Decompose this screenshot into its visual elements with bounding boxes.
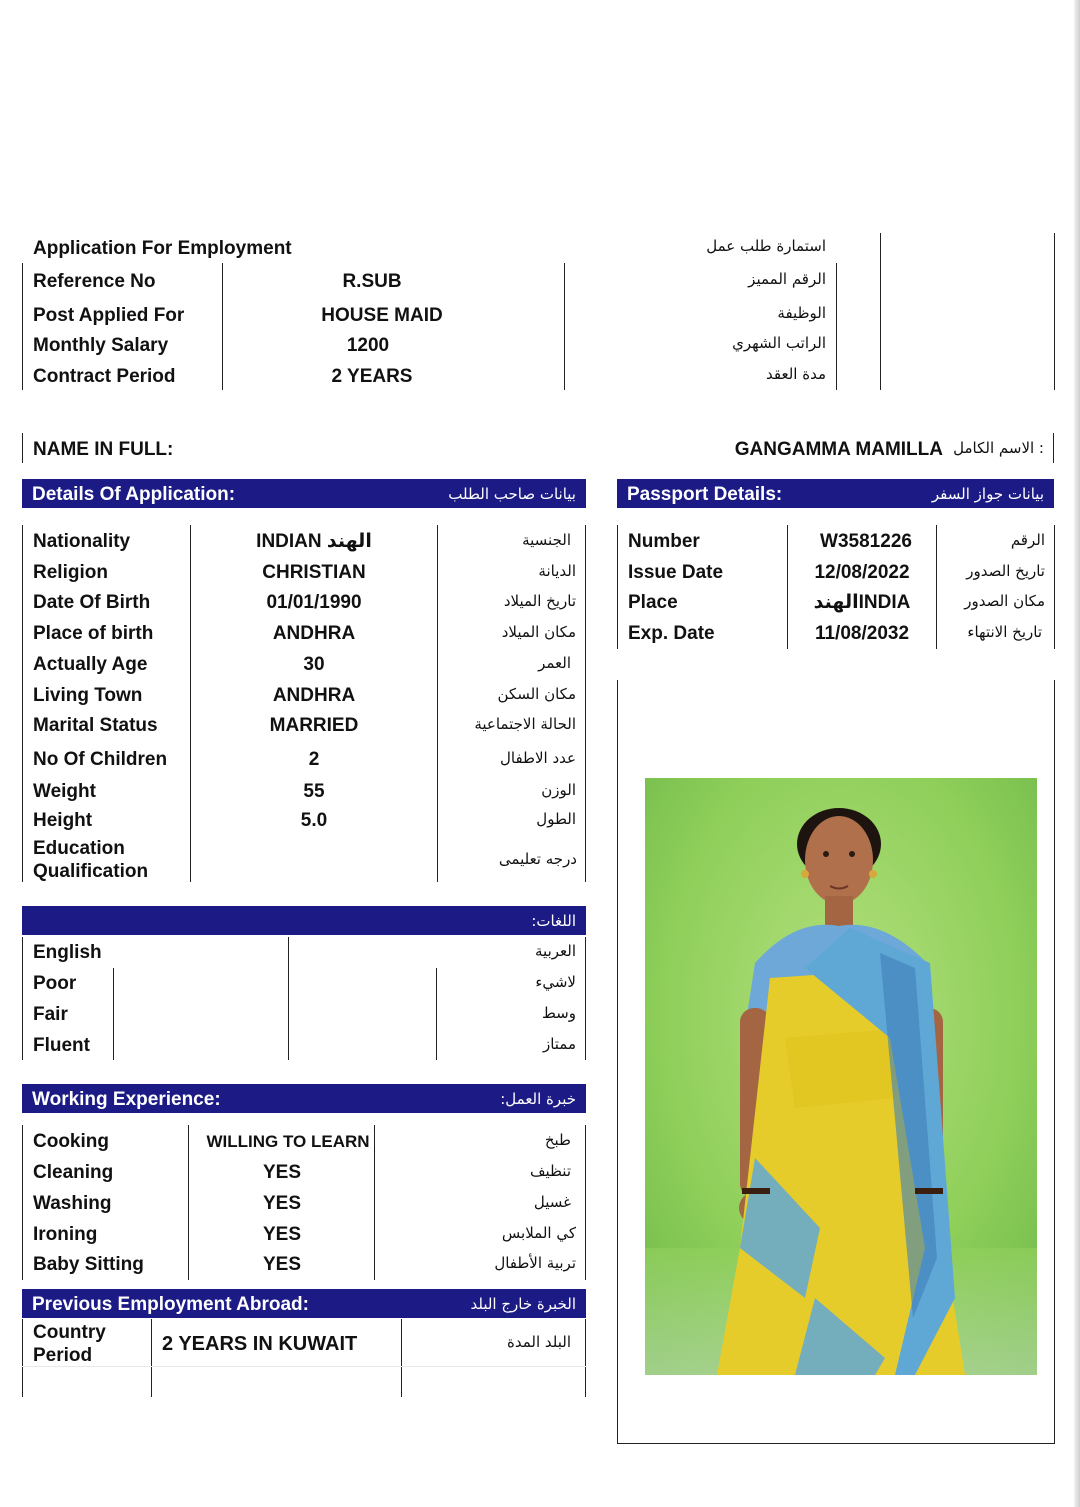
- passport-label: Exp. Date: [628, 623, 715, 644]
- form-title-arabic: استمارة طلب عمل: [706, 237, 826, 255]
- detail-label: Living Town: [33, 685, 143, 706]
- details-line-2: [437, 525, 438, 882]
- languages-line-right: [585, 937, 586, 1060]
- contract-label: Contract Period: [33, 366, 176, 387]
- contract-label-arabic: مدة العقد: [766, 365, 826, 383]
- experience-label: Cooking: [33, 1131, 109, 1152]
- experience-label-arabic: كي الملابس: [501, 1224, 576, 1242]
- passport-label-arabic: الرقم: [1010, 531, 1045, 549]
- language-label: Poor: [33, 973, 77, 994]
- detail-value: 55: [303, 781, 325, 802]
- contract-value: 2 YEARS: [331, 366, 413, 387]
- details-title: Details Of Application:: [32, 484, 236, 505]
- passport-line-2: [936, 525, 937, 649]
- detail-label: Nationality: [33, 531, 131, 552]
- abroad-label-period: Period: [33, 1345, 93, 1366]
- reference-label-arabic: الرقم المميز: [748, 270, 826, 288]
- passport-line-left: [617, 525, 618, 649]
- detail-value: CHRISTIAN: [262, 562, 366, 583]
- full-name-label: NAME IN FULL:: [33, 439, 174, 460]
- languages-header-bar: [22, 906, 586, 935]
- experience-line-2: [374, 1125, 375, 1280]
- detail-value: MARRIED: [269, 715, 359, 736]
- header-line-left: [22, 263, 23, 390]
- details-line-1: [190, 525, 191, 882]
- passport-label: Issue Date: [628, 562, 724, 583]
- education-label-line2: Qualification: [33, 861, 149, 882]
- languages-title-arabic: اللغات:: [531, 912, 576, 930]
- experience-line-left: [22, 1125, 23, 1280]
- detail-label-arabic: العمر: [538, 654, 571, 672]
- page-edge: [1074, 0, 1080, 1507]
- passport-label-arabic: مكان الصدور: [964, 592, 1045, 610]
- experience-value: YES: [262, 1162, 302, 1183]
- detail-label: Marital Status: [33, 715, 158, 736]
- header-line-right: [1054, 233, 1055, 390]
- detail-value: ANDHRA: [272, 623, 356, 644]
- experience-label-arabic: تنظيف: [529, 1162, 571, 1180]
- full-name-label-arabic: : الاسم الكامل: [953, 439, 1044, 457]
- abroad-line-right: [585, 1319, 586, 1397]
- abroad-value: 2 YEARS IN KUWAIT: [162, 1333, 358, 1355]
- abroad-title: Previous Employment Abroad:: [32, 1294, 309, 1315]
- name-line-left: [22, 433, 23, 463]
- abroad-line-left: [22, 1319, 23, 1397]
- passport-value: W3581226: [820, 531, 912, 552]
- photo-frame-right: [1054, 680, 1055, 1444]
- passport-line-right: [1054, 525, 1055, 649]
- language-label: English: [33, 942, 102, 963]
- experience-line-right: [585, 1125, 586, 1280]
- language-label-arabic: ممتاز: [542, 1035, 576, 1053]
- salary-label: Monthly Salary: [33, 335, 169, 356]
- details-header-bar: [22, 479, 586, 508]
- passport-label: Place: [628, 592, 678, 613]
- passport-label-arabic: تاريخ الانتهاء: [967, 623, 1042, 641]
- detail-label: Place of birth: [33, 623, 154, 644]
- detail-value: INDIAN الهند: [256, 531, 372, 552]
- post-label-arabic: الوظيفة: [777, 304, 826, 322]
- language-label: Fair: [33, 1004, 68, 1025]
- detail-label-arabic: الوزن: [541, 781, 576, 799]
- language-label-arabic: وسط: [541, 1004, 576, 1022]
- abroad-label-country: Country: [33, 1322, 106, 1343]
- name-line-right: [1053, 433, 1054, 463]
- experience-line-1: [188, 1125, 189, 1280]
- header-line-1: [222, 263, 223, 390]
- details-line-right: [585, 525, 586, 882]
- experience-title: Working Experience:: [32, 1089, 221, 1110]
- experience-label: Cleaning: [33, 1162, 114, 1183]
- details-title-arabic: بيانات صاحب الطلب: [448, 485, 576, 503]
- detail-value: ANDHRA: [272, 685, 356, 706]
- detail-label-arabic: الجنسية: [522, 531, 571, 549]
- languages-line-3: [436, 968, 437, 1060]
- passport-value: 12/08/2022: [814, 562, 910, 583]
- detail-label-arabic: عدد الاطفال: [500, 749, 576, 767]
- language-label-arabic: العربية: [535, 942, 576, 960]
- experience-header-bar: [22, 1084, 586, 1113]
- detail-label: Date Of Birth: [33, 592, 151, 613]
- abroad-line-2: [401, 1319, 402, 1397]
- detail-label-arabic: الطول: [536, 810, 576, 828]
- detail-value: 5.0: [300, 810, 328, 831]
- detail-label-arabic: تاريخ الميلاد: [503, 592, 576, 610]
- passport-line-1: [787, 525, 788, 649]
- detail-label-arabic: مكان الميلاد: [501, 623, 576, 641]
- detail-label: Height: [33, 810, 93, 831]
- experience-value: YES: [262, 1224, 302, 1245]
- post-label: Post Applied For: [33, 305, 185, 326]
- form-title: Application For Employment: [33, 238, 292, 259]
- education-label-arabic: درجه تعليمى: [498, 850, 577, 868]
- experience-label-arabic: تربية الأطفال: [494, 1254, 576, 1272]
- detail-value: 01/01/1990: [266, 592, 362, 613]
- experience-value: YES: [262, 1193, 302, 1214]
- passport-header-bar: [617, 479, 1054, 508]
- header-line-3: [836, 263, 837, 390]
- experience-label-arabic: طبخ: [544, 1131, 571, 1149]
- abroad-title-arabic: الخبرة خارج البلد: [470, 1295, 576, 1313]
- language-label-arabic: لاشيء: [535, 973, 576, 991]
- abroad-line-1: [151, 1319, 152, 1397]
- salary-value: 1200: [346, 335, 390, 356]
- experience-label-arabic: غسيل: [533, 1193, 571, 1211]
- passport-label-arabic: تاريخ الصدور: [966, 562, 1045, 580]
- reference-value: R.SUB: [342, 271, 402, 292]
- passport-label: Number: [628, 531, 700, 552]
- detail-label: No Of Children: [33, 749, 168, 770]
- details-line-left: [22, 525, 23, 882]
- languages-line-1: [113, 968, 114, 1060]
- detail-label-arabic: مكان السكن: [497, 685, 576, 703]
- salary-label-arabic: الراتب الشهري: [732, 334, 826, 352]
- detail-label: Weight: [33, 781, 96, 802]
- passport-title: Passport Details:: [627, 484, 783, 505]
- detail-label: Religion: [33, 562, 108, 583]
- reference-label: Reference No: [33, 271, 156, 292]
- languages-line-top-mid: [288, 937, 289, 968]
- full-name-value: GANGAMMA MAMILLA: [734, 439, 943, 460]
- languages-line-left: [22, 937, 23, 1060]
- abroad-header-bar: [22, 1289, 586, 1318]
- passport-value: الهندINDIA: [813, 592, 911, 613]
- photo-frame-bottom: [617, 1443, 1055, 1444]
- detail-value: 2: [308, 749, 320, 770]
- experience-label: Washing: [33, 1193, 112, 1214]
- detail-label: Actually Age: [33, 654, 148, 675]
- photo-frame-left: [617, 680, 618, 1444]
- language-label: Fluent: [33, 1035, 90, 1056]
- languages-line-2: [288, 968, 289, 1060]
- abroad-label-arabic: البلد المدة: [506, 1333, 571, 1351]
- detail-label-arabic: الحالة الاجتماعية: [474, 715, 576, 733]
- applicant-photo: [645, 778, 1037, 1375]
- experience-label: Baby Sitting: [33, 1254, 144, 1275]
- detail-value: 30: [303, 654, 325, 675]
- experience-title-arabic: خبرة العمل:: [500, 1090, 576, 1108]
- experience-value: YES: [262, 1254, 302, 1275]
- passport-value: 11/08/2032: [814, 623, 910, 644]
- detail-label-arabic: الديانة: [538, 562, 576, 580]
- experience-value: WILLING TO LEARN: [206, 1132, 370, 1151]
- passport-title-arabic: بيانات جواز السفر: [931, 485, 1044, 503]
- education-label-line1: Education: [33, 838, 125, 859]
- header-line-4: [880, 233, 881, 390]
- experience-label: Ironing: [33, 1224, 98, 1245]
- post-value: HOUSE MAID: [321, 305, 443, 326]
- header-line-2: [564, 263, 565, 390]
- abroad-divider: [22, 1366, 586, 1367]
